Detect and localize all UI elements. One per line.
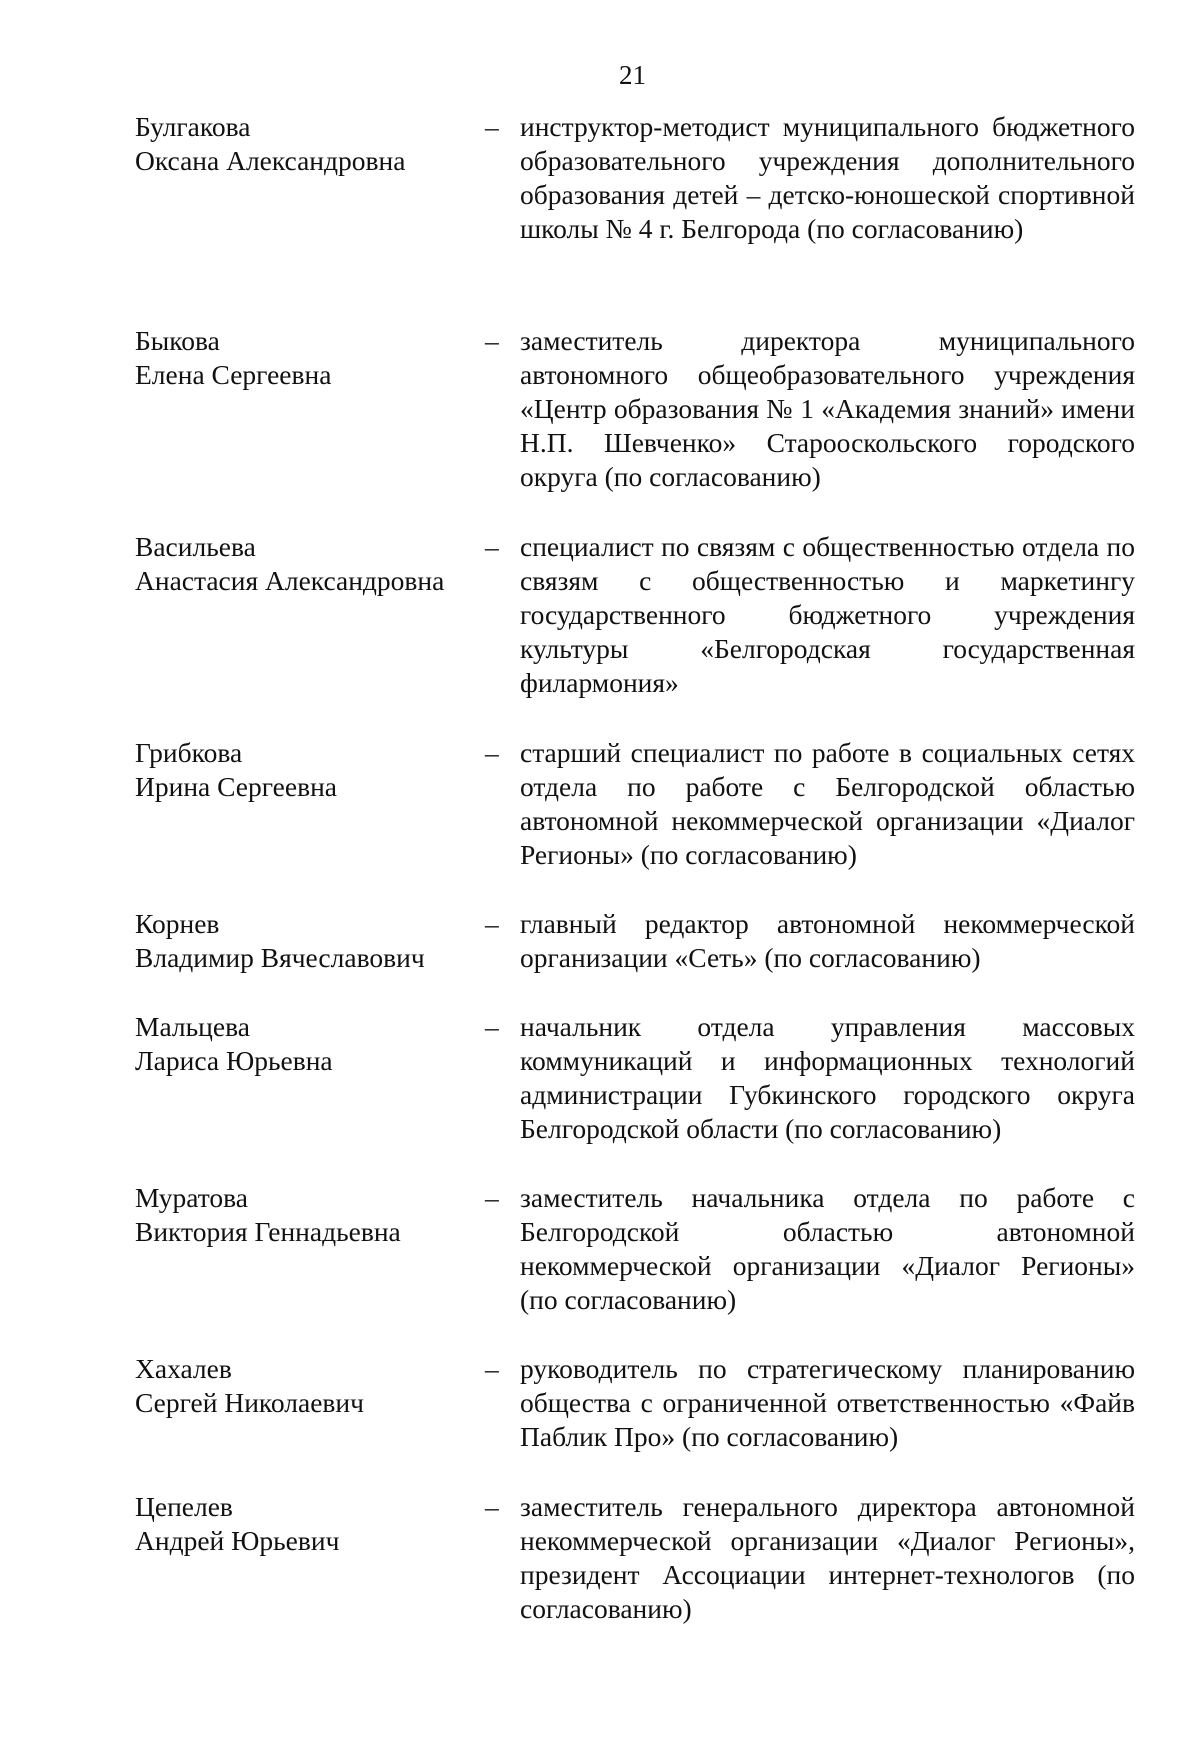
- member-surname: Булгакова: [135, 111, 251, 142]
- member-surname: Мальцева: [135, 1011, 250, 1042]
- member-surname: Васильева: [135, 531, 256, 562]
- member-dash: –: [485, 1011, 499, 1042]
- member-name: [135, 1352, 475, 1420]
- member-position: руководитель по стратегическому планированию общества с ограниченной ответственностью «Файв Паблик Про» (по согласованию): [520, 1353, 1135, 1452]
- member-dash: –: [485, 1491, 499, 1522]
- member-name: [135, 1010, 475, 1078]
- member-dash: –: [485, 531, 499, 562]
- member-given-names: Лариса Юрьевна: [135, 1045, 333, 1076]
- member-position: старший специалист по работе в социальных сетях отдела по работе с Белгородской областью автономной некоммерческой организации «Диалог Регионы» (по согласованию): [520, 737, 1135, 870]
- member-given-names: Ирина Сергеевна: [135, 771, 337, 802]
- member-surname: Корнев: [135, 908, 220, 939]
- member-surname: Муратова: [135, 1182, 248, 1213]
- member-given-names: Владимир Вячеславович: [135, 942, 425, 973]
- member-surname: Хахалев: [135, 1353, 232, 1384]
- member-dash: –: [485, 111, 499, 142]
- member-name: [135, 907, 475, 975]
- member-position: заместитель генерального директора автономной некоммерческой организации «Диалог Регионы», президент Ассоциации интернет-технологов (по согласованию): [520, 1491, 1135, 1624]
- member-dash: –: [485, 908, 499, 939]
- member-dash: –: [485, 737, 499, 768]
- member-name: [135, 1181, 475, 1249]
- member-position: заместитель директора муниципального автономного общеобразовательного учреждения «Центр образования № 1 «Академия знаний» имени Н.П. Шевченко» Старооскольского городского округа (по согласованию): [520, 325, 1135, 492]
- member-dash: –: [485, 1353, 499, 1384]
- member-position: заместитель начальника отдела по работе с Белгородской областью автономной некоммерческой организации «Диалог Регионы» (по согласованию): [520, 1182, 1135, 1315]
- member-position: начальник отдела управления массовых коммуникаций и информационных технологий администрации Губкинского городского округа Белгородской области (по согласованию): [520, 1011, 1135, 1144]
- member-surname: Грибкова: [135, 737, 243, 768]
- member-name: [135, 736, 475, 804]
- member-dash: –: [485, 1182, 499, 1213]
- member-given-names: Виктория Геннадьевна: [135, 1216, 401, 1247]
- member-position: главный редактор автономной некоммерческой организации «Сеть» (по согласованию): [520, 908, 1135, 973]
- member-position: специалист по связям с общественностью отдела по связям с общественностью и маркетингу государственного бюджетного учреждения культуры «Белгородская государственная филармония»: [520, 531, 1135, 698]
- member-given-names: Анастасия Александровна: [135, 565, 445, 596]
- member-given-names: Сергей Николаевич: [135, 1387, 364, 1418]
- member-surname: Цепелев: [135, 1491, 233, 1522]
- member-given-names: Оксана Александровна: [135, 145, 406, 176]
- member-dash: –: [485, 325, 499, 356]
- member-position: инструктор-методист муниципального бюджетного образовательного учреждения дополнительного образования детей – детско-юношеской спортивной школы № 4 г. Белгорода (по согласованию): [520, 111, 1135, 244]
- member-name: [135, 1490, 475, 1558]
- member-name: [135, 110, 475, 178]
- member-name: [135, 530, 475, 598]
- page-number: 21: [619, 60, 646, 90]
- member-surname: Быкова: [135, 325, 220, 356]
- member-name: [135, 324, 475, 392]
- member-given-names: Елена Сергеевна: [135, 359, 332, 390]
- member-given-names: Андрей Юрьевич: [135, 1525, 340, 1556]
